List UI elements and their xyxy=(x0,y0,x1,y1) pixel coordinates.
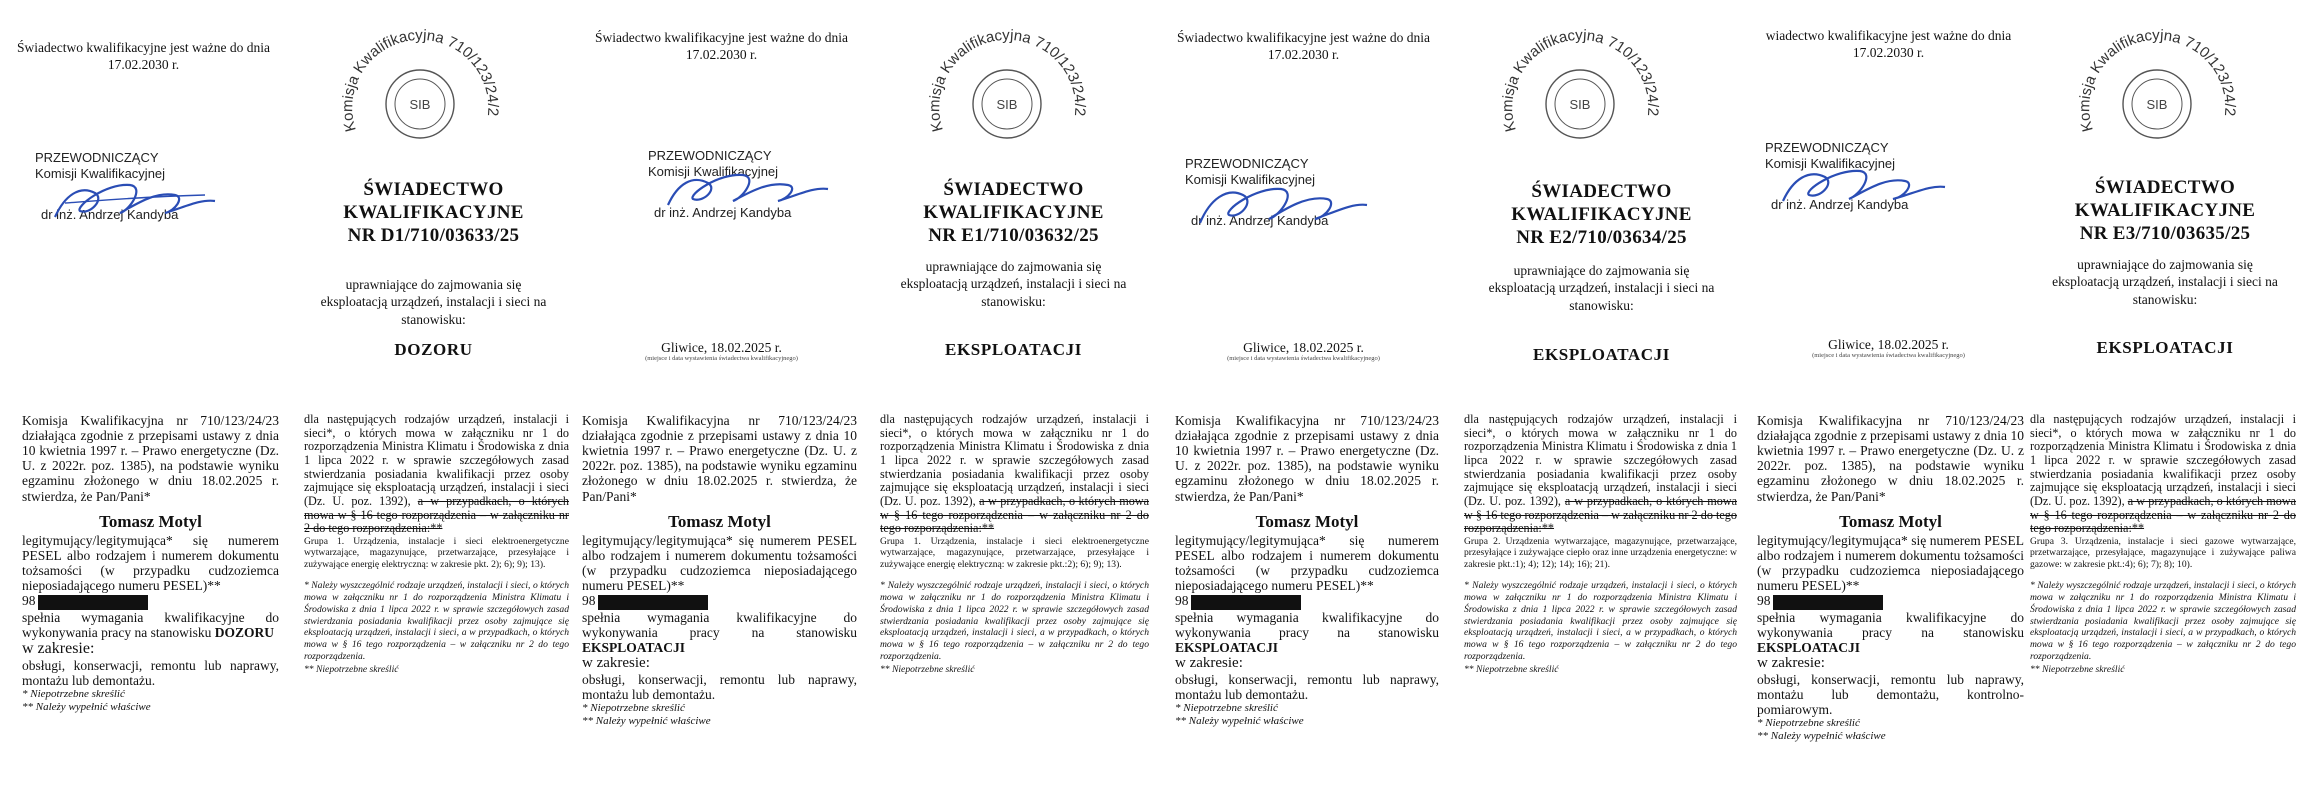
commission-stamp xyxy=(2065,12,2250,182)
devices-section: dla następujących rodzajów urządzeń, instalacji i sieci*, o których mowa w załączniku nr 1 do rozporządzenia Ministra Klimatu i Środowiska z dnia 1 lipca 2022 r. w sprawie szczegółowych zasad stwierdzania posiadania kwalifikacji przez osoby zajmujące się eksploatacją urządzeń, instalacji i sieci (Dz. U. poz. 1392), a w przypadkach, o których mowa w § 16 tego rozporządzenia – w załączniku nr 2 do tego rozporządzenia:** Grupa 2. Urządzenia wytwarzające, magazynujące, przetwarzające, przesyłające i zużywające ciepło oraz inne urządzenia energetyczne: w zakresie pkt.:1); 4); 12); 14); 16); 21). * Należy wyszczególnić rodzaje urządzeń, instalacji i sieci, o których mowa w załączniku nr 1 do rozporządzenia Ministra Klimatu i Środowiska z dnia 1 lipca 2022 r. w sprawie szczegółowych zasad stwierdzania posiadania kwalifikacji przez osoby zajmujące się eksploatacją urządzeń, instalacji i sieci, a w przypadkach, o których mowa w § 16 tego rozporządzenia – w załączniku nr 2 do tego rozporządzenia. ** Niepotrzebne skreślić xyxy=(1464,412,1738,676)
intro-paragraph: Komisja Kwalifikacyjna nr 710/123/24/23 działająca zgodnie z przepisami ustawy z dnia 10 kwietnia 1997 r. – Prawo energetyczne (Dz. U. z 2022r. poz. 1385), na podstawie wyniku egzaminu złożonego w dniu 18.02.2025 r. stwierdza, że Pan/Pani* xyxy=(22,413,279,504)
device-group: Grupa 1. Urządzenia, instalacje i sieci elektroenergetyczne wytwarzające, magazynujące, przetwarzające, przesyłające i zużywające energię elektryczną: w zakresie pkt.:2); 6); 9); 13). xyxy=(880,535,1149,570)
pesel-field: 98 xyxy=(582,593,857,609)
footnote-2: ** Należy wypełnić właściwe xyxy=(22,700,151,713)
commission-stamp xyxy=(915,12,1100,182)
requirement-paragraph: spełnia wymagania kwalifikacyjne do wykonywania pracy na stanowisku EKSPLOATACJI xyxy=(582,609,857,655)
place-date-caption: (miejsce i data wystawienia świadectwa kwalifikacyjnego) xyxy=(1227,355,1380,363)
signatory-title: PRZEWODNICZĄCY xyxy=(35,150,159,165)
devices-struck-text: a w przypadkach, o których mowa w § 16 tego rozporządzenia – w załączniku nr 2 do tego rozporządzenia:** xyxy=(880,493,1149,536)
authorizing-text: uprawniające do zajmowania się eksploatacją urządzeń, instalacji i sieci na stanowisku: xyxy=(2052,257,2278,307)
handwritten-signature xyxy=(648,153,865,233)
commission-stamp-icon xyxy=(2065,12,2250,162)
footnote-note-2: ** Niepotrzebne skreślić xyxy=(2030,664,2125,676)
position-title: DOZORU xyxy=(394,340,473,359)
handwritten-signature xyxy=(1185,161,1405,241)
certificate-number: NR E2/710/03634/25 xyxy=(1516,227,1687,249)
cert-2-right-panel xyxy=(870,0,1157,800)
certificate-body xyxy=(582,413,857,727)
handwritten-signature xyxy=(1765,145,1985,225)
requirement-role: DOZORU xyxy=(214,624,274,640)
devices-struck-text: a w przypadkach, o których mowa w § 16 tego rozporządzenia – w załączniku nr 2 do tego rozporządzenia:** xyxy=(304,493,570,536)
commission-stamp-icon xyxy=(328,12,513,162)
scope-text: obsługi, konserwacji, remontu lub naprawy, montażu lub demontażu. xyxy=(582,671,857,702)
pesel-prefix: 98 xyxy=(22,593,36,609)
signature-block xyxy=(1185,156,1405,236)
footnote-note: * Należy wyszczególnić rodzaje urządzeń, instalacji i sieci, o których mowa w załączniku nr 1 do rozporządzenia Ministra Klimatu i Środowiska z dnia 1 lipca 2022 r. w sprawie szczegółowych zasad stwierdzania posiadania kwalifikacji przez osoby zajmujące się eksploatacją urządzeń, instalacji i sieci, a w przypadkach, o których mowa w § 16 tego rozporządzenia – w załączniku nr 2 do tego rozporządzenia. xyxy=(304,580,569,662)
cert-4-right-panel xyxy=(2030,0,2300,800)
place-date-caption: (miejsce i data wystawienia świadectwa kwalifikacyjnego) xyxy=(645,355,798,363)
position-title: EKSPLOATACJI xyxy=(1533,345,1670,364)
footnote-2: ** Należy wypełnić właściwe xyxy=(582,714,711,727)
commission-stamp-icon xyxy=(1488,12,1673,162)
footnote-1: * Niepotrzebne skreślić xyxy=(22,687,125,700)
device-group: Grupa 1. Urządzenia, instalacje i sieci elektroenergetyczne wytwarzające, magazynujące, przetwarzające, przesyłające i zużywające energię elektryczną: w zakresie pkt. 2); 6); 9); 13). xyxy=(304,535,569,570)
commission-stamp xyxy=(1488,12,1673,182)
validity-note: wiadectwo kwalifikacyjne jest ważne do dnia 17.02.2030 r. xyxy=(1765,28,2012,60)
device-group: Grupa 2. Urządzenia wytwarzające, magazynujące, przetwarzające, przesyłające i zużywające ciepło oraz inne urządzenia energetyczne: w zakresie pkt.:1); 4); 12); 14); 16); 21). xyxy=(1464,535,1737,570)
requirement-paragraph: spełnia wymagania kwalifikacyjne do wykonywania pracy na stanowisku EKSPLOATACJI xyxy=(1757,609,2024,655)
pesel-paragraph: legitymujący/legitymująca* się numerem PESEL albo rodzajem i numerem dokumentu tożsamości (w przypadku cudzoziemca nieposiadającego numeru PESEL)** xyxy=(1757,532,2024,594)
certificate-title: ŚWIADECTWO KWALIFIKACYJNE NR E2/710/03634/25 xyxy=(1458,180,1745,250)
cert-4-left-panel xyxy=(1745,0,2032,800)
validity-note: Świadectwo kwalifikacyjne jest ważne do dnia 17.02.2030 r. xyxy=(16,40,271,72)
footnote-1: * Niepotrzebne skreślić xyxy=(1175,701,1278,714)
signatory-title: PRZEWODNICZĄCY xyxy=(1765,140,1889,155)
scope-label: w zakresie: xyxy=(1757,654,1825,671)
signature-block xyxy=(35,150,255,230)
redacted-pesel xyxy=(38,595,148,610)
svg-text:Komisja Kwalifikacyjna 710/123: Komisja Kwalifikacyjna 710/123/24/2 xyxy=(339,26,502,134)
intro-paragraph: Komisja Kwalifikacyjna nr 710/123/24/23 działająca zgodnie z przepisami ustawy z dnia 10 kwietnia 1997 r. – Prawo energetyczne (Dz. U. z 2022r. poz. 1385), na podstawie wyniku egzaminu złożonego w dniu 18.02.2025 r. stwierdza, że Pan/Pani* xyxy=(1175,413,1439,504)
place-date: Gliwice, 18.02.2025 r. (miejsce i data wystawienia świadectwa kwalifikacyjnego) xyxy=(578,340,865,362)
signatory-committee: Komisji Kwalifikacyjnej xyxy=(648,163,779,179)
position-title: EKSPLOATACJI xyxy=(945,340,1082,359)
svg-text:Komisja Kwalifikacyjna 710/123: Komisja Kwalifikacyjna 710/123/24/2 xyxy=(1499,26,1662,134)
holder-name: Tomasz Motyl xyxy=(1255,511,1359,531)
svg-text:SIB: SIB xyxy=(1569,97,1591,112)
signature-block xyxy=(1765,140,1985,220)
intro-paragraph: Komisja Kwalifikacyjna nr 710/123/24/23 działająca zgodnie z przepisami ustawy z dnia 10 kwietnia 1997 r. – Prawo energetyczne (Dz. U. z 2022r. poz. 1385), na podstawie wyniku egzaminu złożonego w dniu 18.02.2025 r. stwierdza, że Pan/Pani* xyxy=(1757,413,2024,504)
signature-block xyxy=(648,148,865,228)
device-group: Grupa 3. Urządzenia, instalacje i sieci gazowe wytwarzające, przetwarzające, przesyłające, magazynujące i zużywające paliwa gazowe: w zakresie pkt.:4); 6); 7); 8); 10). xyxy=(2030,535,2296,570)
devices-section: dla następujących rodzajów urządzeń, instalacji i sieci*, o których mowa w załączniku nr 1 do rozporządzenia Ministra Klimatu i Środowiska z dnia 1 lipca 2022 r. w sprawie szczegółowych zasad stwierdzania posiadania kwalifikacji przez osoby zajmujące się eksploatacją urządzeń, instalacji i sieci (Dz. U. poz. 1392), a w przypadkach, o których mowa w § 16 tego rozporządzenia – w załączniku nr 2 do tego rozporządzenia:** Grupa 1. Urządzenia, instalacje i sieci elektroenergetyczne wytwarzające, magazynujące, przetwarzające, przesyłające i zużywające energię elektryczną: w zakresie pkt.:2); 6); 9); 13). * Należy wyszczególnić rodzaje urządzeń, instalacji i sieci, o których mowa w załączniku nr 1 do rozporządzenia Ministra Klimatu i Środowiska z dnia 1 lipca 2022 r. w sprawie szczegółowych zasad stwierdzania posiadania kwalifikacji przez osoby zajmujące się eksploatacją urządzeń, instalacji i sieci, a w przypadkach, o których mowa w § 16 tego rozporządzenia – w załączniku nr 2 do tego rozporządzenia. ** Niepotrzebne skreślić xyxy=(880,412,1149,676)
redacted-pesel xyxy=(1773,595,1883,610)
pesel-field: 98 xyxy=(1175,593,1439,609)
devices-struck-text: a w przypadkach, o których mowa w § 16 tego rozporządzenia – w załączniku nr 2 do tego rozporządzenia:** xyxy=(2030,493,2297,536)
footnote-note-2: ** Niepotrzebne skreślić xyxy=(1464,664,1559,676)
certificate-title: ŚWIADECTWO KWALIFIKACYJNE NR E1/710/03632/25 xyxy=(870,178,1157,248)
signatory-name: dr inż. Andrzej Kandyba xyxy=(1191,213,1329,228)
certificate-number: NR E1/710/03632/25 xyxy=(928,225,1099,247)
pesel-paragraph: legitymujący/legitymująca* się numerem PESEL albo rodzajem i numerem dokumentu tożsamości (w przypadku cudzoziemca nieposiadającego numeru PESEL)** xyxy=(1175,532,1439,594)
cert-2-left-panel xyxy=(578,0,865,800)
requirement-role: EKSPLOATACJI xyxy=(582,639,686,655)
place-date: Gliwice, 18.02.2025 r. (miejsce i data wystawienia świadectwa kwalifikacyjnego) xyxy=(1745,337,2032,359)
scope-label: w zakresie: xyxy=(22,639,95,657)
footnote-note-2: ** Niepotrzebne skreślić xyxy=(880,664,975,676)
certificate-number: NR D1/710/03633/25 xyxy=(347,225,520,247)
cert-3-right-panel xyxy=(1458,0,1745,800)
cert-1-left-panel xyxy=(0,0,287,800)
intro-paragraph: Komisja Kwalifikacyjna nr 710/123/24/23 działająca zgodnie z przepisami ustawy z dnia 10 kwietnia 1997 r. – Prawo energetyczne (Dz. U. z 2022r. poz. 1385), na podstawie wyniku egzaminu złożonego w dniu 18.02.2025 r. stwierdza, że Pan/Pani* xyxy=(582,413,857,504)
devices-struck-text: a w przypadkach, o których mowa w § 16 tego rozporządzenia – w załączniku nr 2 do tego rozporządzenia:** xyxy=(1464,493,1738,536)
certificate-title: ŚWIADECTWO KWALIFIKACYJNE NR D1/710/03633/25 xyxy=(290,178,577,248)
signatory-committee: Komisji Kwalifikacyjnej xyxy=(1185,171,1316,187)
signatory-name: dr inż. Andrzej Kandyba xyxy=(654,205,792,220)
scope-text: obsługi, konserwacji, remontu lub naprawy, montażu lub demontażu. xyxy=(1175,671,1439,702)
requirement-paragraph: spełnia wymagania kwalifikacyjne do wykonywania pracy na stanowisku EKSPLOATACJI xyxy=(1175,609,1439,655)
scope-label: w zakresie: xyxy=(1175,654,1243,671)
scope-text: obsługi, konserwacji, remontu lub naprawy, montażu lub demontażu, kontrolno-pomiarowym. xyxy=(1757,671,2024,717)
pesel-paragraph: legitymujący/legitymująca* się numerem PESEL albo rodzajem i numerem dokumentu tożsamości (w przypadku cudzoziemca nieposiadającego numeru PESEL)** xyxy=(22,532,279,594)
signatory-committee: Komisji Kwalifikacyjnej xyxy=(1765,155,1896,171)
footnote-note: * Należy wyszczególnić rodzaje urządzeń, instalacji i sieci, o których mowa w załączniku nr 1 do rozporządzenia Ministra Klimatu i Środowiska z dnia 1 lipca 2022 r. w sprawie szczegółowych zasad stwierdzania posiadania kwalifikacji przez osoby zajmujące się eksploatacją urządzeń, instalacji i sieci, a w przypadkach, o których mowa w § 16 tego rozporządzenia – w załączniku nr 2 do tego rozporządzenia. xyxy=(2030,580,2296,662)
signatory-committee: Komisji Kwalifikacyjnej xyxy=(35,165,166,181)
place-date-caption: (miejsce i data wystawienia świadectwa kwalifikacyjnego) xyxy=(1812,352,1965,360)
pesel-paragraph: legitymujący/legitymująca* się numerem PESEL albo rodzajem i numerem dokumentu tożsamości (w przypadku cudzoziemca nieposiadającego numeru PESEL)** xyxy=(582,532,857,594)
redacted-pesel xyxy=(1191,595,1301,610)
pesel-field xyxy=(22,593,279,609)
cert-1-right-panel xyxy=(290,0,577,800)
position-title: EKSPLOATACJI xyxy=(2096,338,2234,357)
certificate-body xyxy=(22,413,279,713)
holder-name: Tomasz Motyl xyxy=(668,511,771,531)
devices-section: dla następujących rodzajów urządzeń, instalacji i sieci*, o których mowa w załączniku nr 1 do rozporządzenia Ministra Klimatu i Środowiska z dnia 1 lipca 2022 r. w sprawie szczegółowych zasad stwierdzania posiadania kwalifikacji przez osoby zajmujące się eksploatacją urządzeń, instalacji i sieci (Dz. U. poz. 1392), a w przypadkach, o których mowa w § 16 tego rozporządzenia – w załączniku nr 2 do tego rozporządzenia:** Grupa 3. Urządzenia, instalacje i sieci gazowe wytwarzające, przetwarzające, przesyłające, magazynujące i zużywające paliwa gazowe: w zakresie pkt.:4); 6); 7); 8); 10). * Należy wyszczególnić rodzaje urządzeń, instalacji i sieci, o których mowa w załączniku nr 1 do rozporządzenia Ministra Klimatu i Środowiska z dnia 1 lipca 2022 r. w sprawie szczegółowych zasad stwierdzania posiadania kwalifikacji przez osoby zajmujące się eksploatacją urządzeń, instalacji i sieci, a w przypadkach, o których mowa w § 16 tego rozporządzenia – w załączniku nr 2 do tego rozporządzenia. ** Niepotrzebne skreślić xyxy=(2030,412,2297,676)
scope-text: obsługi, konserwacji, remontu lub naprawy, montażu lub demontażu. xyxy=(22,657,279,688)
footnote-1: * Niepotrzebne skreślić xyxy=(1757,716,1860,729)
signatory-title: PRZEWODNICZĄCY xyxy=(648,148,772,163)
authorizing-text: uprawniające do zajmowania się eksploatacją urządzeń, instalacji i sieci na stanowisku: xyxy=(1488,263,1715,313)
holder-name: Tomasz Motyl xyxy=(99,511,202,531)
validity-note: Świadectwo kwalifikacyjne jest ważne do dnia 17.02.2030 r. xyxy=(1176,30,1431,62)
holder-name: Tomasz Motyl xyxy=(1839,511,1942,531)
requirement-paragraph: spełnia wymagania kwalifikacyjne do wykonywania pracy na stanowisku DOZORU xyxy=(22,609,279,640)
devices-intro: dla następujących rodzajów urządzeń, instalacji i sieci*, o których mowa w załączniku nr 1 do rozporządzenia Ministra Klimatu i Środowiska z dnia 1 lipca 2022 r. w sprawie szczegółowych zasad stwierdzania posiadania kwalifikacji przez osoby zajmujące się eksploatacją urządzeń, instalacji i sieci (Dz. U. poz. 1392), a w przypadkach, o których mowa w § 16 tego rozporządzenia – w załączniku nr 2 do tego rozporządzenia:** xyxy=(304,412,570,536)
handwritten-signature xyxy=(35,155,255,235)
devices-section xyxy=(304,413,569,676)
svg-text:SIB: SIB xyxy=(996,97,1018,112)
svg-text:SIB: SIB xyxy=(409,97,431,112)
footnote-note: * Należy wyszczególnić rodzaje urządzeń, instalacji i sieci, o których mowa w załączniku nr 1 do rozporządzenia Ministra Klimatu i Środowiska z dnia 1 lipca 2022 r. w sprawie szczegółowych zasad stwierdzania posiadania kwalifikacji przez osoby zajmujące się eksploatacją urządzeń, instalacji i sieci, a w przypadkach, o których mowa w § 16 tego rozporządzenia – w załączniku nr 2 do tego rozporządzenia. xyxy=(1464,580,1737,662)
svg-text:Komisja Kwalifikacyjna 710/123: Komisja Kwalifikacyjna 710/123/24/2 xyxy=(926,26,1089,134)
cert-3-left-panel xyxy=(1160,0,1447,800)
footnote-note: * Należy wyszczególnić rodzaje urządzeń, instalacji i sieci, o których mowa w załączniku nr 1 do rozporządzenia Ministra Klimatu i Środowiska z dnia 1 lipca 2022 r. w sprawie szczegółowych zasad stwierdzania posiadania kwalifikacji przez osoby zajmujące się eksploatacją urządzeń, instalacji i sieci, a w przypadkach, o których mowa w § 16 tego rozporządzenia – w załączniku nr 2 do tego rozporządzenia. xyxy=(880,580,1149,662)
footnote-1: * Niepotrzebne skreślić xyxy=(582,701,685,714)
authorizing-text: uprawniające do zajmowania się eksploatacją urządzeń, instalacji i sieci na stanowisku: xyxy=(900,259,1127,309)
footnote-2: ** Należy wypełnić właściwe xyxy=(1757,729,1886,742)
signatory-title: PRZEWODNICZĄCY xyxy=(1185,156,1309,171)
svg-text:SIB: SIB xyxy=(2146,97,2168,112)
signatory-name: dr inż. Andrzej Kandyba xyxy=(1771,197,1909,212)
requirement-role: EKSPLOATACJI xyxy=(1757,639,1861,655)
svg-text:Komisja Kwalifikacyjna 710/123: Komisja Kwalifikacyjna 710/123/24/2 xyxy=(2076,26,2239,134)
certificate-body xyxy=(1175,413,1439,727)
commission-stamp-icon xyxy=(915,12,1100,162)
requirement-role: EKSPLOATACJI xyxy=(1175,639,1279,655)
certificate-number: NR E3/710/03635/25 xyxy=(2079,223,2251,245)
commission-stamp xyxy=(328,12,513,182)
scope-label: w zakresie: xyxy=(582,654,650,671)
footnote-2: ** Należy wypełnić właściwe xyxy=(1175,714,1304,727)
place-date: Gliwice, 18.02.2025 r. (miejsce i data wystawienia świadectwa kwalifikacyjnego) xyxy=(1160,340,1447,362)
certificate-title: ŚWIADECTWO KWALIFIKACYJNE NR E3/710/03635/25 xyxy=(2030,176,2300,246)
certificate-body xyxy=(1757,413,2024,742)
footnote-note-2: ** Niepotrzebne skreślić xyxy=(304,664,399,676)
redacted-pesel xyxy=(598,595,708,610)
authorizing-text: uprawniające do zajmowania się eksploatacją urządzeń, instalacji i sieci na stanowisku: xyxy=(320,277,547,327)
signatory-name: dr inż. Andrzej Kandyba xyxy=(41,207,179,222)
validity-note: Świadectwo kwalifikacyjne jest ważne do dnia 17.02.2030 r. xyxy=(594,30,849,62)
pesel-field: 98 xyxy=(1757,593,2024,609)
